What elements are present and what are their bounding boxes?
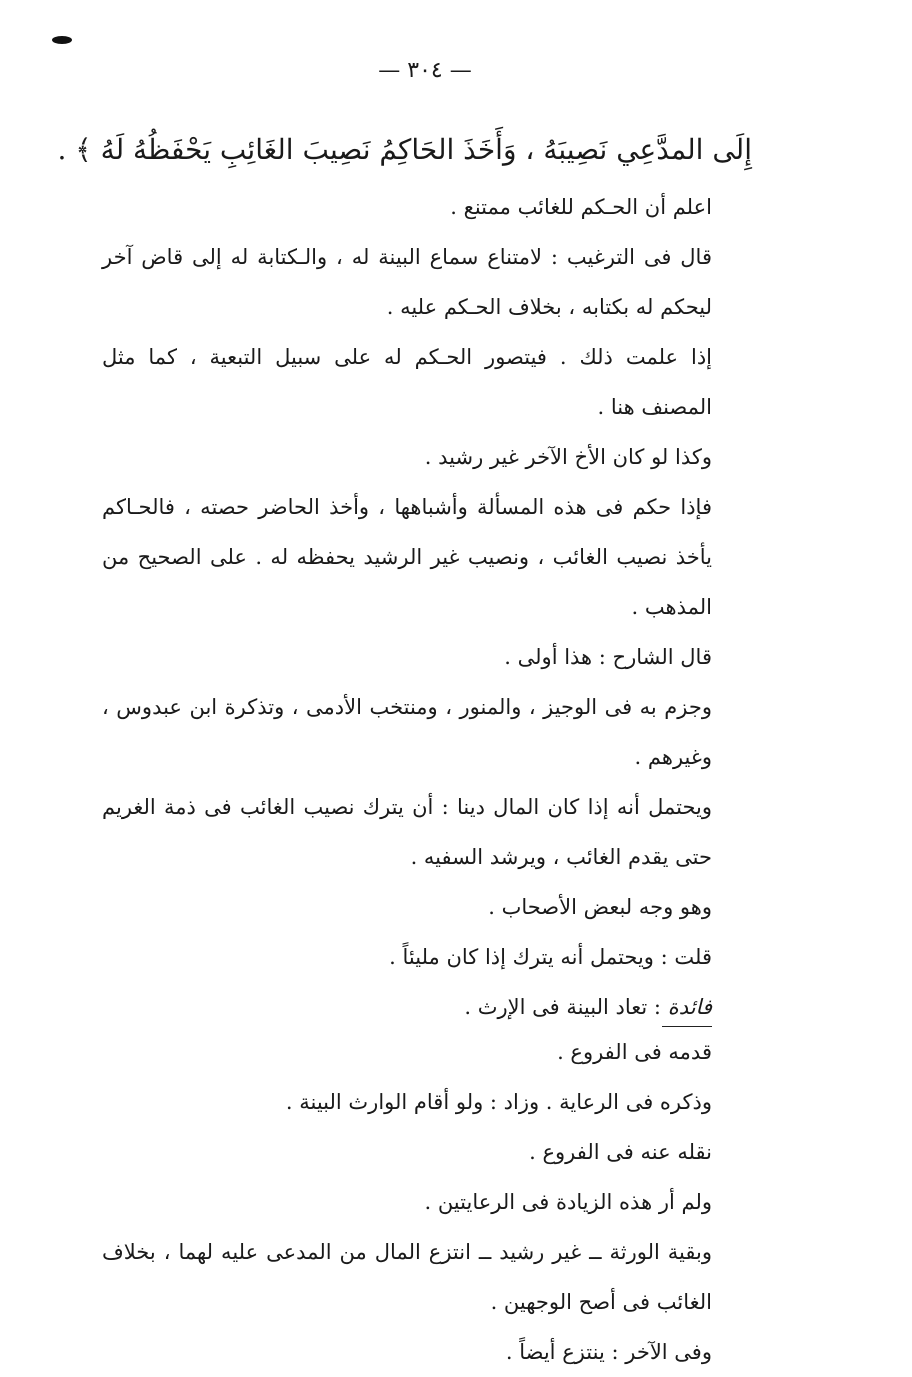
paragraph: اعلم أن الحـكم للغائب ممتنع .	[450, 195, 712, 219]
paragraph: قدمه فى الفروع .	[557, 1040, 712, 1064]
note-label: فائدة	[667, 995, 712, 1019]
paragraph: ولم أر هذه الزيادة فى الرعايتين .	[424, 1190, 712, 1214]
quoted-verse: إِلَى المدَّعِي نَصِيبَهُ ، وَأَخَذَ الحَاكِمُ نَصِيبَ الغَائِبِ يَحْفَظُهُ لَهُ ﴾ .	[57, 133, 752, 166]
paragraph: قلت : ويحتمل أنه يترك إذا كان مليئاً .	[389, 945, 712, 969]
note-text: : تعاد البينة فى الإرث .	[464, 995, 661, 1019]
paragraph: وهو وجه لبعض الأصحاب .	[488, 895, 712, 919]
paragraph: نقله عنه فى الفروع .	[529, 1140, 712, 1164]
note-paragraph	[102, 982, 752, 1032]
paragraph: وبقية الورثة ــ غير رشيد ــ انتزع المال من المدعى عليه لهما ، بخلاف الغائب فى أصح الوجهين .	[102, 1240, 712, 1314]
paragraph: وجزم به فى الوجيز ، والمنور ، ومنتخب الأدمى ، وتذكرة ابن عبدوس ، وغيرهم .	[102, 695, 712, 769]
paragraph: وفى الآخر : ينتزع أيضاً .	[505, 1340, 712, 1364]
paragraph: قال فى الترغيب : لامتناع سماع البينة له ، والـكتابة له إلى قاض آخر ليحكم له بكتابه ، بخلاف الحـكم عليه .	[102, 245, 712, 319]
paragraph: إذا علمت ذلك . فيتصور الحـكم له على سبيل التبعية ، كما مثل المصنف هنا .	[102, 345, 712, 419]
ink-mark	[52, 36, 72, 44]
paragraph: فإذا حكم فى هذه المسألة وأشباهها ، وأخذ الحاضر حصته ، فالحـاكم يأخذ نصيب الغائب ، ونصيب غير الرشيد يحفظه له . على الصحيح من المذهب .	[102, 495, 712, 619]
paragraph: وكذا لو كان الأخ الآخر غير رشيد .	[424, 445, 712, 469]
page-number: — ٣٠٤ —	[378, 58, 472, 83]
paragraph: ويحتمل أنه إذا كان المال دينا : أن يترك نصيب الغائب فى ذمة الغريم حتى يقدم الغائب ، ويرشد السفيه .	[102, 795, 712, 869]
paragraph: وذكره فى الرعاية . وزاد : ولو أقام الوارث البينة .	[285, 1090, 712, 1114]
paragraph: قال الشارح : هذا أولى .	[504, 645, 712, 669]
page-body	[57, 120, 752, 1377]
